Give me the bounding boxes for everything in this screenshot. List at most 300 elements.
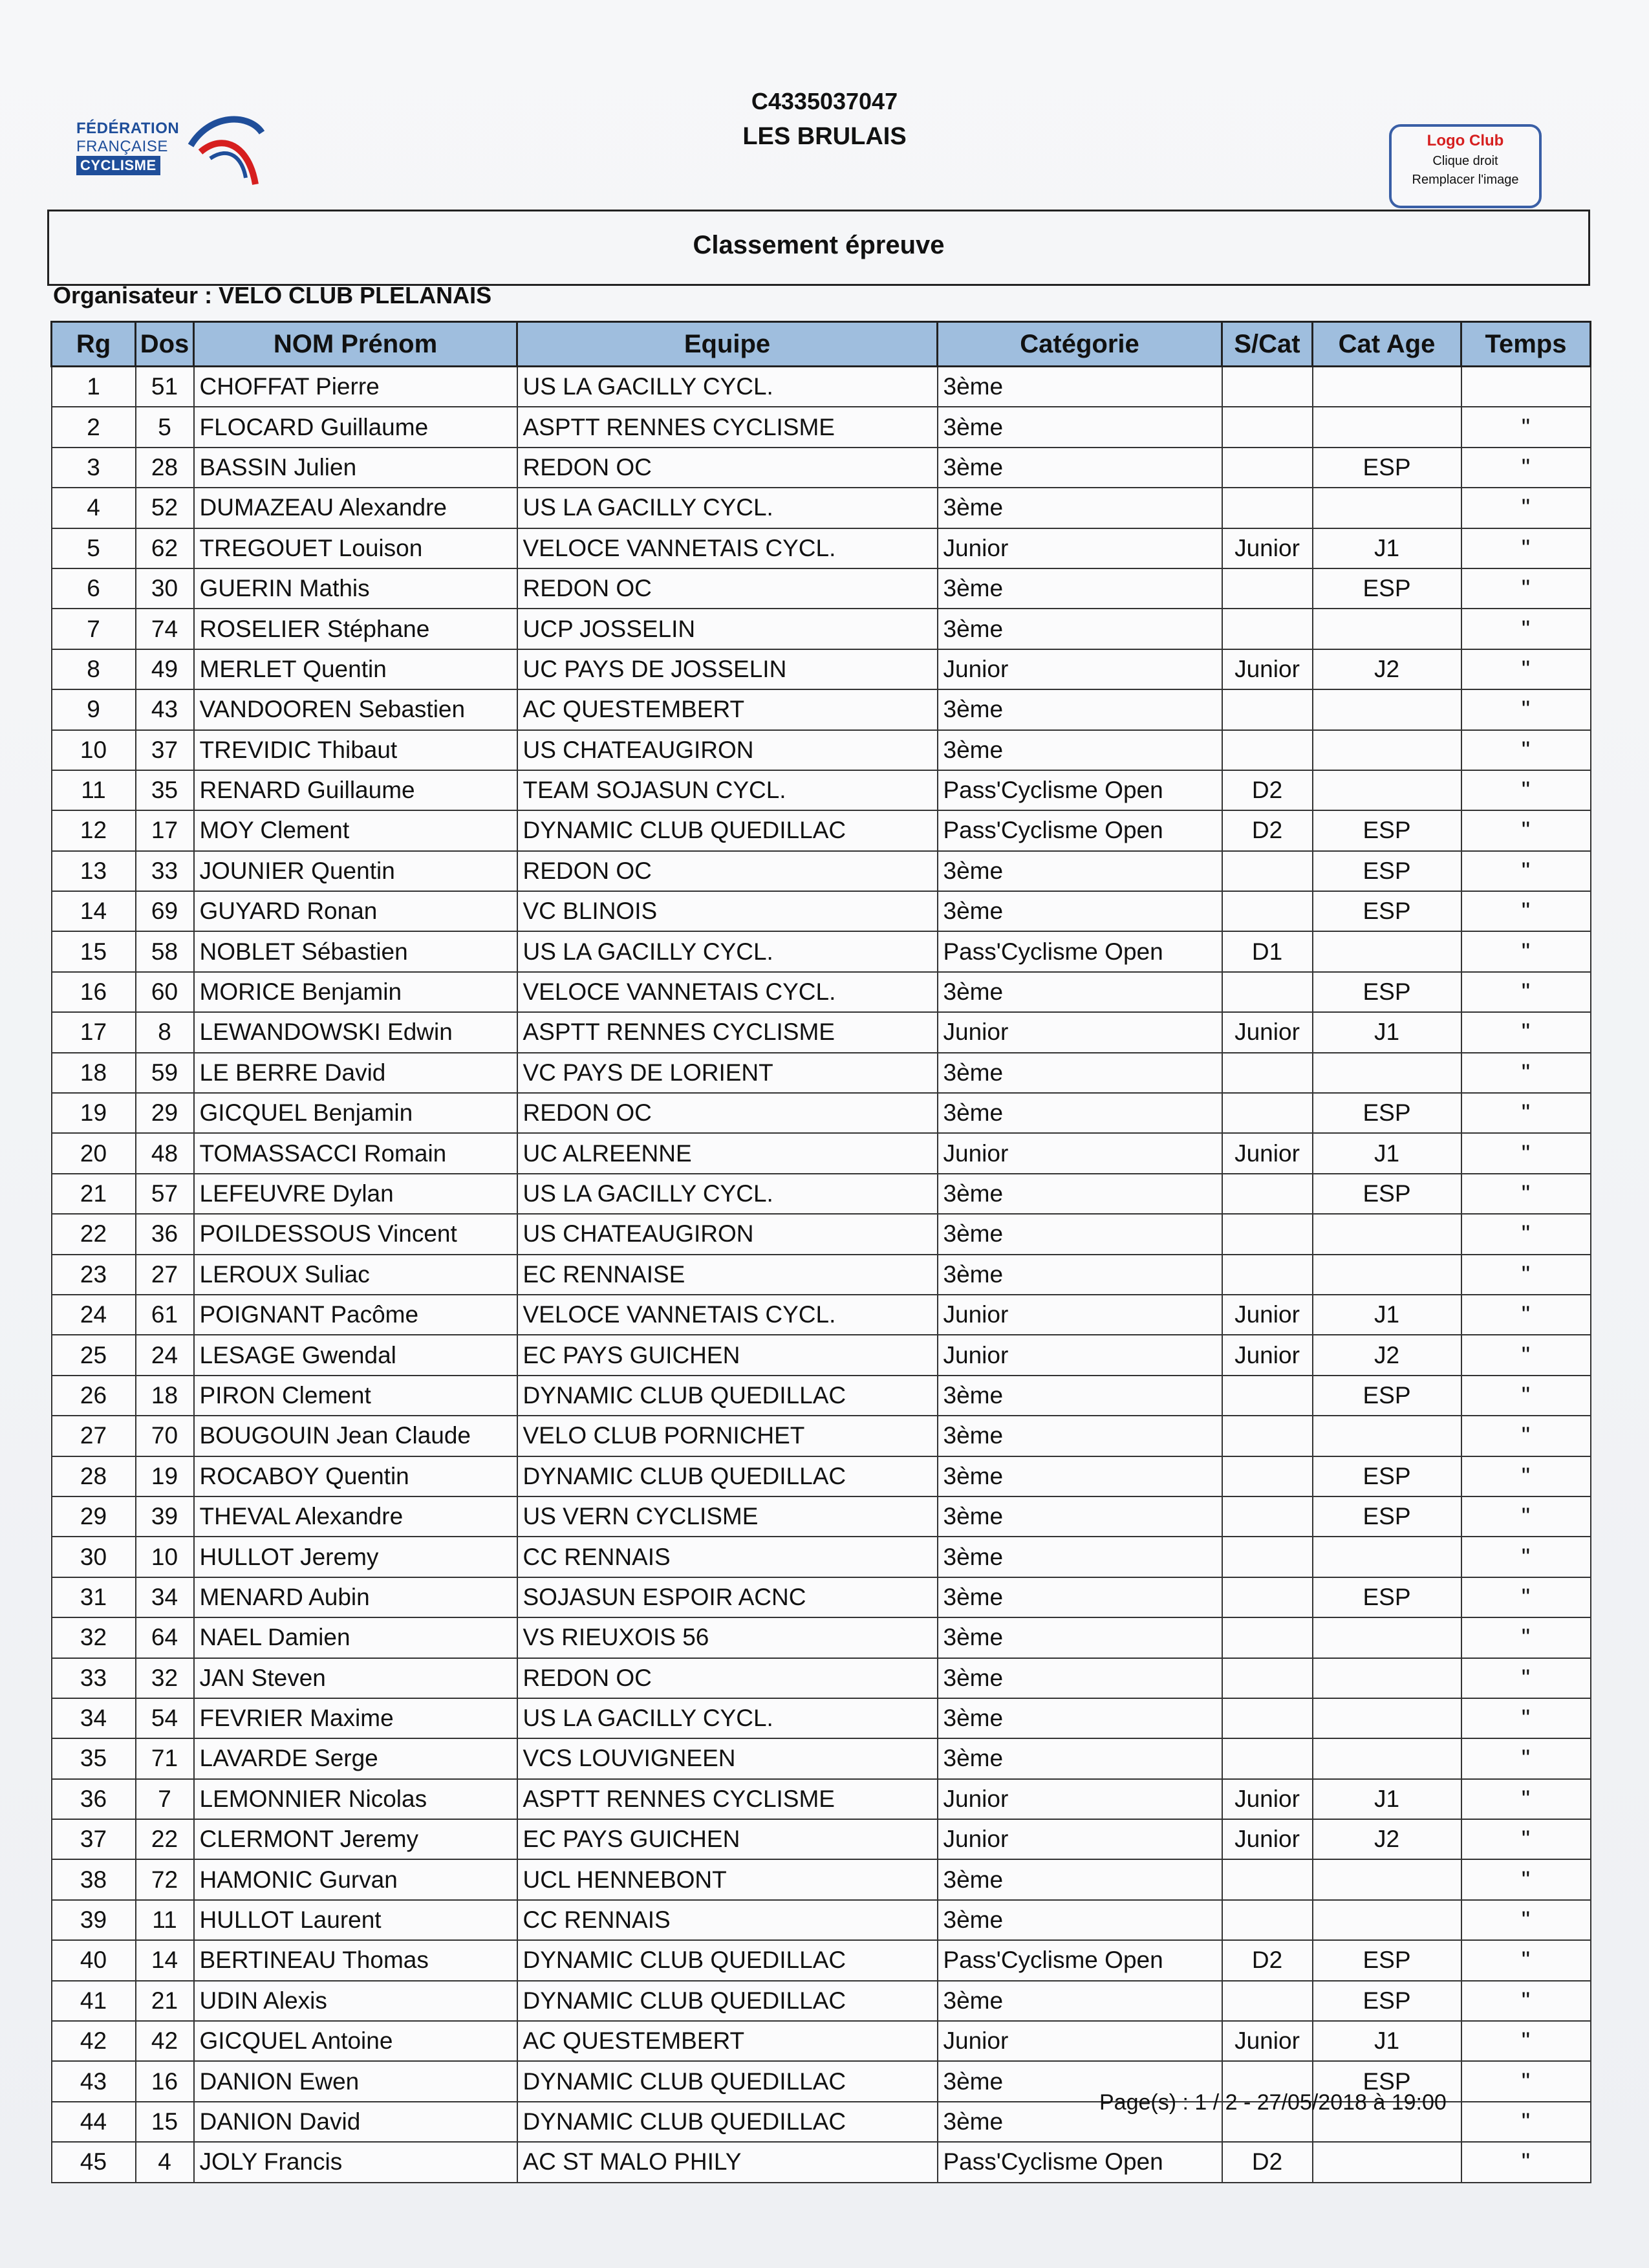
cell-name: TOMASSACCI Romain xyxy=(194,1133,517,1173)
column-header-age-category: Cat Age xyxy=(1313,322,1461,367)
cell-name: GUYARD Ronan xyxy=(194,891,517,931)
table-row xyxy=(52,609,1591,649)
column-header-rank: Rg xyxy=(52,322,136,367)
table-row xyxy=(52,1940,1591,1980)
cell-team: DYNAMIC CLUB QUEDILLAC xyxy=(517,1981,938,2021)
cell-name: HAMONIC Gurvan xyxy=(194,1859,517,1899)
table-row xyxy=(52,1819,1591,1859)
cell-rank: 41 xyxy=(52,1981,136,2021)
cell-bib: 62 xyxy=(136,528,194,568)
table-row xyxy=(52,1376,1591,1416)
table-row xyxy=(52,1133,1591,1173)
cell-bib: 42 xyxy=(136,2021,194,2061)
cell-rank: 3 xyxy=(52,448,136,488)
cell-category: 3ème xyxy=(938,1738,1222,1778)
cell-rank: 25 xyxy=(52,1335,136,1375)
cell-category: Junior xyxy=(938,2021,1222,2061)
cell-bib: 15 xyxy=(136,2102,194,2142)
table-row xyxy=(52,1981,1591,2021)
cell-subcategory xyxy=(1222,1456,1313,1496)
cell-bib: 14 xyxy=(136,1940,194,1980)
cell-time: " xyxy=(1461,1295,1591,1335)
cell-time: " xyxy=(1461,1214,1591,1254)
cell-age-category xyxy=(1313,1255,1461,1295)
cell-category: 3ème xyxy=(938,1053,1222,1093)
cell-rank: 23 xyxy=(52,1255,136,1295)
table-row xyxy=(52,1577,1591,1617)
cell-rank: 5 xyxy=(52,528,136,568)
cell-team: DYNAMIC CLUB QUEDILLAC xyxy=(517,2061,938,2101)
table-row xyxy=(52,1738,1591,1778)
cell-rank: 21 xyxy=(52,1174,136,1214)
cell-bib: 72 xyxy=(136,1859,194,1899)
cell-name: DUMAZEAU Alexandre xyxy=(194,488,517,528)
cell-name: PIRON Clement xyxy=(194,1376,517,1416)
cell-subcategory: Junior xyxy=(1222,1012,1313,1052)
column-header-name: NOM Prénom xyxy=(194,322,517,367)
cell-age-category: ESP xyxy=(1313,1456,1461,1496)
cell-category: 3ème xyxy=(938,972,1222,1012)
cell-rank: 14 xyxy=(52,891,136,931)
cell-name: BOUGOUIN Jean Claude xyxy=(194,1416,517,1456)
cell-category: 3ème xyxy=(938,1376,1222,1416)
cell-rank: 44 xyxy=(52,2102,136,2142)
cell-subcategory xyxy=(1222,609,1313,649)
cell-team: DYNAMIC CLUB QUEDILLAC xyxy=(517,2102,938,2142)
cell-age-category xyxy=(1313,770,1461,810)
cell-team: AC QUESTEMBERT xyxy=(517,2021,938,2061)
cell-time: " xyxy=(1461,609,1591,649)
table-row xyxy=(52,1255,1591,1295)
table-row xyxy=(52,730,1591,770)
table-row xyxy=(52,1295,1591,1335)
cell-time: " xyxy=(1461,1335,1591,1375)
cell-category: Pass'Cyclisme Open xyxy=(938,1940,1222,1980)
cell-subcategory xyxy=(1222,1376,1313,1416)
cell-name: JAN Steven xyxy=(194,1658,517,1698)
cell-age-category xyxy=(1313,1738,1461,1778)
cell-team: VCS LOUVIGNEEN xyxy=(517,1738,938,1778)
cell-team: REDON OC xyxy=(517,568,938,609)
cell-subcategory xyxy=(1222,1214,1313,1254)
cell-time: " xyxy=(1461,1496,1591,1537)
cell-rank: 40 xyxy=(52,1940,136,1980)
cell-name: DANION Ewen xyxy=(194,2061,517,2101)
cell-category: 3ème xyxy=(938,851,1222,891)
cell-age-category: J1 xyxy=(1313,2021,1461,2061)
cell-rank: 45 xyxy=(52,2142,136,2182)
cell-age-category xyxy=(1313,1537,1461,1577)
cell-subcategory: Junior xyxy=(1222,528,1313,568)
cell-rank: 26 xyxy=(52,1376,136,1416)
cell-bib: 58 xyxy=(136,931,194,971)
table-row xyxy=(52,2021,1591,2061)
cell-rank: 10 xyxy=(52,730,136,770)
cell-category: Junior xyxy=(938,649,1222,689)
cell-subcategory: Junior xyxy=(1222,1133,1313,1173)
cell-team: DYNAMIC CLUB QUEDILLAC xyxy=(517,1376,938,1416)
organizer: Organisateur : VELO CLUB PLELANAIS xyxy=(53,282,492,308)
cell-age-category xyxy=(1313,1214,1461,1254)
cell-subcategory: D2 xyxy=(1222,810,1313,850)
cell-category: 3ème xyxy=(938,2102,1222,2142)
cell-team: UCL HENNEBONT xyxy=(517,1859,938,1899)
cell-age-category: ESP xyxy=(1313,1981,1461,2021)
cell-subcategory xyxy=(1222,972,1313,1012)
cell-bib: 52 xyxy=(136,488,194,528)
cell-name: LE BERRE David xyxy=(194,1053,517,1093)
cell-category: Junior xyxy=(938,1012,1222,1052)
cell-name: VANDOOREN Sebastien xyxy=(194,689,517,729)
cell-time: " xyxy=(1461,2061,1591,2101)
cell-age-category xyxy=(1313,367,1461,407)
cell-bib: 59 xyxy=(136,1053,194,1093)
cell-age-category xyxy=(1313,407,1461,447)
cell-category: 3ème xyxy=(938,1537,1222,1577)
cell-team: US CHATEAUGIRON xyxy=(517,730,938,770)
cell-bib: 30 xyxy=(136,568,194,609)
cell-name: ROSELIER Stéphane xyxy=(194,609,517,649)
cell-team: SOJASUN ESPOIR ACNC xyxy=(517,1577,938,1617)
cell-rank: 39 xyxy=(52,1900,136,1940)
cell-age-category: ESP xyxy=(1313,1940,1461,1980)
cell-rank: 36 xyxy=(52,1779,136,1819)
cell-name: LAVARDE Serge xyxy=(194,1738,517,1778)
cell-category: 3ème xyxy=(938,1900,1222,1940)
cell-name: LEWANDOWSKI Edwin xyxy=(194,1012,517,1052)
cell-time: " xyxy=(1461,891,1591,931)
cell-team: ASPTT RENNES CYCLISME xyxy=(517,1779,938,1819)
cell-name: ROCABOY Quentin xyxy=(194,1456,517,1496)
cell-time: " xyxy=(1461,931,1591,971)
cell-team: UC ALREENNE xyxy=(517,1133,938,1173)
cell-time: " xyxy=(1461,1779,1591,1819)
cell-rank: 32 xyxy=(52,1617,136,1658)
cell-bib: 16 xyxy=(136,2061,194,2101)
cell-rank: 22 xyxy=(52,1214,136,1254)
column-header-team: Equipe xyxy=(517,322,938,367)
cell-rank: 7 xyxy=(52,609,136,649)
cell-name: RENARD Guillaume xyxy=(194,770,517,810)
cell-bib: 60 xyxy=(136,972,194,1012)
cell-time: " xyxy=(1461,1859,1591,1899)
cell-bib: 36 xyxy=(136,1214,194,1254)
table-header-row xyxy=(52,322,1591,367)
cell-bib: 28 xyxy=(136,448,194,488)
cell-age-category xyxy=(1313,2142,1461,2182)
cell-subcategory xyxy=(1222,1859,1313,1899)
logo-club-hint-1: Clique droit xyxy=(1432,154,1498,168)
cell-time: " xyxy=(1461,730,1591,770)
cell-name: UDIN Alexis xyxy=(194,1981,517,2021)
cell-time: " xyxy=(1461,1376,1591,1416)
cell-subcategory: D2 xyxy=(1222,770,1313,810)
cell-team: EC RENNAISE xyxy=(517,1255,938,1295)
cell-age-category xyxy=(1313,1900,1461,1940)
cell-age-category xyxy=(1313,609,1461,649)
cell-age-category: J1 xyxy=(1313,1779,1461,1819)
cell-category: 3ème xyxy=(938,367,1222,407)
cell-age-category: ESP xyxy=(1313,851,1461,891)
cell-rank: 13 xyxy=(52,851,136,891)
cell-bib: 17 xyxy=(136,810,194,850)
cell-team: REDON OC xyxy=(517,448,938,488)
cell-category: 3ème xyxy=(938,1093,1222,1133)
cell-team: US VERN CYCLISME xyxy=(517,1496,938,1537)
cell-bib: 32 xyxy=(136,1658,194,1698)
cell-bib: 57 xyxy=(136,1174,194,1214)
cell-rank: 43 xyxy=(52,2061,136,2101)
cell-bib: 8 xyxy=(136,1012,194,1052)
cell-rank: 1 xyxy=(52,367,136,407)
cell-category: Pass'Cyclisme Open xyxy=(938,810,1222,850)
cell-team: UCP JOSSELIN xyxy=(517,609,938,649)
cell-name: JOLY Francis xyxy=(194,2142,517,2182)
cell-name: CHOFFAT Pierre xyxy=(194,367,517,407)
cell-bib: 51 xyxy=(136,367,194,407)
cell-rank: 11 xyxy=(52,770,136,810)
cell-age-category: ESP xyxy=(1313,972,1461,1012)
cell-age-category xyxy=(1313,1698,1461,1738)
cell-rank: 38 xyxy=(52,1859,136,1899)
cell-age-category xyxy=(1313,1617,1461,1658)
cell-subcategory xyxy=(1222,1981,1313,2021)
cell-time: " xyxy=(1461,689,1591,729)
cell-name: LEFEUVRE Dylan xyxy=(194,1174,517,1214)
cell-age-category: ESP xyxy=(1313,891,1461,931)
cell-category: Pass'Cyclisme Open xyxy=(938,770,1222,810)
table-body xyxy=(52,367,1591,2183)
table-row xyxy=(52,972,1591,1012)
cell-time: " xyxy=(1461,448,1591,488)
cell-name: GICQUEL Antoine xyxy=(194,2021,517,2061)
cell-category: 3ème xyxy=(938,568,1222,609)
cell-team: EC PAYS GUICHEN xyxy=(517,1335,938,1375)
table-row xyxy=(52,1859,1591,1899)
cell-category: 3ème xyxy=(938,1658,1222,1698)
cell-name: THEVAL Alexandre xyxy=(194,1496,517,1537)
cell-name: MOY Clement xyxy=(194,810,517,850)
cell-time xyxy=(1461,367,1591,407)
cell-subcategory xyxy=(1222,1698,1313,1738)
cell-time: " xyxy=(1461,1940,1591,1980)
cell-rank: 16 xyxy=(52,972,136,1012)
cell-age-category: J2 xyxy=(1313,1819,1461,1859)
cell-subcategory xyxy=(1222,730,1313,770)
cell-name: LESAGE Gwendal xyxy=(194,1335,517,1375)
cell-category: 3ème xyxy=(938,488,1222,528)
cell-age-category: J1 xyxy=(1313,1133,1461,1173)
cell-rank: 18 xyxy=(52,1053,136,1093)
cell-time: " xyxy=(1461,2021,1591,2061)
table-row xyxy=(52,770,1591,810)
cell-bib: 35 xyxy=(136,770,194,810)
cell-age-category xyxy=(1313,689,1461,729)
cell-time: " xyxy=(1461,810,1591,850)
cell-subcategory xyxy=(1222,689,1313,729)
cell-category: Junior xyxy=(938,1779,1222,1819)
table-row xyxy=(52,1698,1591,1738)
cell-rank: 33 xyxy=(52,1658,136,1698)
cell-rank: 19 xyxy=(52,1093,136,1133)
cell-team: VS RIEUXOIS 56 xyxy=(517,1617,938,1658)
cell-subcategory xyxy=(1222,1617,1313,1658)
cell-rank: 20 xyxy=(52,1133,136,1173)
cell-category: 3ème xyxy=(938,1698,1222,1738)
cell-rank: 30 xyxy=(52,1537,136,1577)
cell-name: BERTINEAU Thomas xyxy=(194,1940,517,1980)
cell-bib: 49 xyxy=(136,649,194,689)
cell-bib: 71 xyxy=(136,1738,194,1778)
cell-age-category: ESP xyxy=(1313,1376,1461,1416)
logo-line-3: CYCLISME xyxy=(76,156,160,175)
table-row xyxy=(52,810,1591,850)
cell-team: VELOCE VANNETAIS CYCL. xyxy=(517,972,938,1012)
cell-category: 3ème xyxy=(938,407,1222,447)
cell-bib: 54 xyxy=(136,1698,194,1738)
table-row xyxy=(52,1012,1591,1052)
cell-age-category: ESP xyxy=(1313,1174,1461,1214)
cell-age-category xyxy=(1313,1416,1461,1456)
cell-category: 3ème xyxy=(938,730,1222,770)
cell-team: VC PAYS DE LORIENT xyxy=(517,1053,938,1093)
cell-time: " xyxy=(1461,528,1591,568)
event-name: LES BRULAIS xyxy=(742,123,907,150)
results-table xyxy=(50,321,1591,2183)
cell-subcategory: D1 xyxy=(1222,931,1313,971)
cell-rank: 28 xyxy=(52,1456,136,1496)
table-row xyxy=(52,1496,1591,1537)
table-row xyxy=(52,1174,1591,1214)
column-header-subcategory: S/Cat xyxy=(1222,322,1313,367)
cell-time: " xyxy=(1461,2142,1591,2182)
cell-age-category xyxy=(1313,488,1461,528)
cell-subcategory: Junior xyxy=(1222,1295,1313,1335)
cell-bib: 27 xyxy=(136,1255,194,1295)
cell-team: VELOCE VANNETAIS CYCL. xyxy=(517,528,938,568)
cell-time: " xyxy=(1461,1456,1591,1496)
table-row xyxy=(52,1053,1591,1093)
cell-bib: 22 xyxy=(136,1819,194,1859)
cell-bib: 33 xyxy=(136,851,194,891)
cell-subcategory xyxy=(1222,448,1313,488)
cell-subcategory xyxy=(1222,1496,1313,1537)
cell-bib: 64 xyxy=(136,1617,194,1658)
cell-subcategory: Junior xyxy=(1222,2021,1313,2061)
cell-time: " xyxy=(1461,407,1591,447)
table-row xyxy=(52,891,1591,931)
cell-name: MORICE Benjamin xyxy=(194,972,517,1012)
cell-bib: 34 xyxy=(136,1577,194,1617)
cell-rank: 37 xyxy=(52,1819,136,1859)
cell-time: " xyxy=(1461,1577,1591,1617)
cell-age-category xyxy=(1313,1658,1461,1698)
cell-name: TREVIDIC Thibaut xyxy=(194,730,517,770)
cell-subcategory: Junior xyxy=(1222,1819,1313,1859)
cell-subcategory: Junior xyxy=(1222,649,1313,689)
cell-bib: 61 xyxy=(136,1295,194,1335)
cell-time: " xyxy=(1461,1819,1591,1859)
table-row xyxy=(52,1658,1591,1698)
cell-category: Junior xyxy=(938,1133,1222,1173)
cell-team: UC PAYS DE JOSSELIN xyxy=(517,649,938,689)
cell-category: 3ème xyxy=(938,1577,1222,1617)
cell-category: 3ème xyxy=(938,1456,1222,1496)
cell-bib: 48 xyxy=(136,1133,194,1173)
table-row xyxy=(52,2142,1591,2182)
cell-bib: 43 xyxy=(136,689,194,729)
cell-subcategory xyxy=(1222,1255,1313,1295)
cell-category: Pass'Cyclisme Open xyxy=(938,2142,1222,2182)
cell-bib: 39 xyxy=(136,1496,194,1537)
cell-rank: 9 xyxy=(52,689,136,729)
cell-subcategory xyxy=(1222,1053,1313,1093)
cell-subcategory xyxy=(1222,1416,1313,1456)
cell-subcategory xyxy=(1222,1900,1313,1940)
cell-name: NAEL Damien xyxy=(194,1617,517,1658)
cell-name: FLOCARD Guillaume xyxy=(194,407,517,447)
cell-age-category: ESP xyxy=(1313,1577,1461,1617)
cell-time: " xyxy=(1461,1255,1591,1295)
cell-age-category: ESP xyxy=(1313,810,1461,850)
cell-time: " xyxy=(1461,488,1591,528)
cell-category: 3ème xyxy=(938,1617,1222,1658)
table-row xyxy=(52,931,1591,971)
cell-rank: 27 xyxy=(52,1416,136,1456)
cell-bib: 5 xyxy=(136,407,194,447)
cell-subcategory xyxy=(1222,1738,1313,1778)
cell-name: JOUNIER Quentin xyxy=(194,851,517,891)
cell-subcategory: Junior xyxy=(1222,1779,1313,1819)
cell-team: CC RENNAIS xyxy=(517,1537,938,1577)
cell-subcategory xyxy=(1222,568,1313,609)
cell-team: AC ST MALO PHILY xyxy=(517,2142,938,2182)
cell-category: 3ème xyxy=(938,689,1222,729)
cell-category: 3ème xyxy=(938,1496,1222,1537)
cell-time: " xyxy=(1461,1093,1591,1133)
cell-age-category xyxy=(1313,1053,1461,1093)
column-header-category: Catégorie xyxy=(938,322,1222,367)
cell-time: " xyxy=(1461,649,1591,689)
cell-name: POILDESSOUS Vincent xyxy=(194,1214,517,1254)
title-box xyxy=(47,210,1590,286)
cell-time: " xyxy=(1461,1133,1591,1173)
cell-team: VELOCE VANNETAIS CYCL. xyxy=(517,1295,938,1335)
cell-age-category: ESP xyxy=(1313,1093,1461,1133)
cell-team: REDON OC xyxy=(517,1093,938,1133)
cell-category: Junior xyxy=(938,1335,1222,1375)
cell-category: 3ème xyxy=(938,1981,1222,2021)
cell-subcategory xyxy=(1222,367,1313,407)
cell-age-category: J1 xyxy=(1313,528,1461,568)
cell-time: " xyxy=(1461,1658,1591,1698)
logo-line-2: FRANÇAISE xyxy=(76,138,168,155)
cell-name: CLERMONT Jeremy xyxy=(194,1819,517,1859)
cell-team: VELO CLUB PORNICHET xyxy=(517,1416,938,1456)
cell-subcategory xyxy=(1222,407,1313,447)
cell-bib: 19 xyxy=(136,1456,194,1496)
page-footer: Page(s) : 1 / 2 - 27/05/2018 à 19:00 xyxy=(1099,2090,1447,2115)
cell-rank: 42 xyxy=(52,2021,136,2061)
cell-time: " xyxy=(1461,1012,1591,1052)
table-row xyxy=(52,367,1591,407)
table-row xyxy=(52,1617,1591,1658)
cell-rank: 2 xyxy=(52,407,136,447)
cell-subcategory xyxy=(1222,851,1313,891)
table-row xyxy=(52,689,1591,729)
table-row xyxy=(52,1456,1591,1496)
cell-name: POIGNANT Pacôme xyxy=(194,1295,517,1335)
